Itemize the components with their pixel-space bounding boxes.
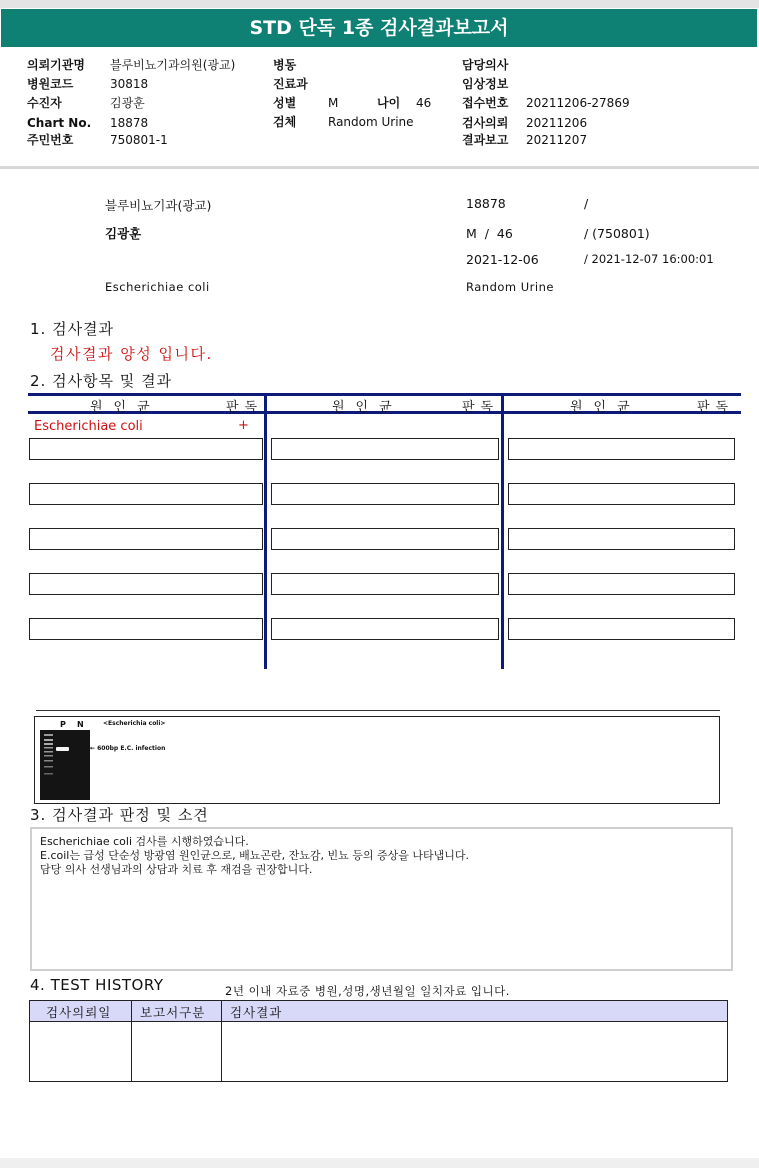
result-cell	[508, 438, 735, 460]
col-organism-header: 원인균	[570, 400, 641, 415]
chart-no-value: 18878	[110, 116, 149, 130]
specimen-value: Random Urine	[328, 115, 414, 129]
result-cell	[29, 618, 263, 640]
result-cell	[271, 438, 499, 460]
col-organism-header: 원인균	[90, 400, 161, 415]
result-positive-text: 검사결과 양성 입니다.	[50, 345, 213, 363]
history-col-result: 검사결과	[230, 1005, 283, 1020]
clinical-info-label: 임상정보	[462, 77, 509, 91]
info-sex-age: M / 46	[466, 226, 513, 241]
result-cell	[29, 483, 263, 505]
section-4-title: 4. TEST HISTORY	[30, 976, 164, 994]
grid-col-divider	[501, 393, 504, 669]
sex-label: 성별	[273, 96, 297, 110]
comment-box	[30, 827, 733, 971]
age-label: 나이	[377, 96, 401, 110]
comment-line: 담당 의사 선생님과의 상담과 치료 후 재검을 권장합니다.	[40, 863, 313, 876]
gel-image	[40, 730, 90, 800]
info-chart: 18878	[466, 196, 506, 211]
gel-band-label: ← 600bp E.C. infection	[90, 745, 166, 752]
history-note: 2년 이내 자료중 병원,성명,생년월일 일치자료 입니다.	[225, 984, 510, 998]
header-divider	[0, 166, 759, 169]
info-organism: Escherichiae coli	[105, 280, 210, 294]
history-col-divider	[131, 1001, 132, 1081]
hospital-code-label: 병원코드	[27, 77, 74, 91]
history-col-divider	[221, 1001, 222, 1081]
result-cell	[508, 483, 735, 505]
info-report-datetime: / 2021-12-07 16:00:01	[584, 252, 714, 266]
gel-image-panel	[34, 716, 720, 804]
result-cell	[508, 618, 735, 640]
history-table-header	[30, 1001, 727, 1022]
age-value: 46	[416, 96, 432, 110]
resident-no-value: 750801-1	[110, 133, 168, 147]
history-table	[29, 1000, 728, 1082]
section-3-title: 3. 검사결과 판정 및 소견	[30, 806, 209, 824]
receipt-no-value: 20211206-27869	[526, 96, 630, 110]
hospital-name-value: 블루비뇨기과의원(광교)	[110, 58, 236, 72]
request-date-value: 20211206	[526, 116, 588, 130]
info-slash: /	[584, 196, 589, 211]
specimen-label: 검체	[273, 115, 297, 129]
section-1-title: 1. 검사결과	[30, 320, 115, 338]
bottom-bar	[0, 1158, 759, 1168]
result-cell	[271, 573, 499, 595]
report-date-value: 20211207	[526, 133, 588, 147]
gel-lane-p-label: P	[60, 720, 66, 729]
result-cell	[29, 438, 263, 460]
history-col-report-type: 보고서구분	[140, 1005, 206, 1020]
comment-line: Escherichiae coli 검사를 시행하였습니다.	[40, 835, 249, 848]
info-patient: 김광훈	[105, 226, 142, 241]
chart-no-label: Chart No.	[27, 116, 92, 130]
col-judge-header: 판독	[697, 400, 735, 415]
section-2-title: 2. 검사항목 및 결과	[30, 372, 173, 390]
result-organism: Escherichiae coli	[34, 419, 143, 434]
result-cell	[508, 573, 735, 595]
hospital-code-value: 30818	[110, 77, 149, 91]
info-hospital: 블루비뇨기과(광교)	[105, 198, 212, 213]
patient-value: 김광훈	[110, 96, 145, 110]
patient-label: 수진자	[27, 96, 62, 110]
result-cell	[271, 483, 499, 505]
info-collect-date: 2021-12-06	[466, 252, 539, 267]
info-specimen: Random Urine	[466, 280, 554, 294]
top-bar	[0, 0, 759, 8]
result-cell	[29, 573, 263, 595]
history-col-request-date: 검사의뢰일	[46, 1005, 112, 1020]
gel-lane-n-label: N	[77, 720, 84, 729]
col-judge-header: 판독	[462, 400, 500, 415]
doctor-label: 담당의사	[462, 58, 509, 72]
comment-line: E.coil는 급성 단순성 방광염 원인균으로, 배뇨곤란, 잔뇨감, 빈뇨 등의 증상을 나타냅니다.	[40, 849, 469, 862]
department-label: 진료과	[273, 77, 308, 91]
ward-label: 병동	[273, 58, 297, 72]
result-cell	[271, 618, 499, 640]
report-title: STD 단독 1종 검사결과보고서	[1, 9, 757, 47]
hospital-name-label: 의뢰기관명	[27, 58, 85, 72]
sex-value: M	[328, 96, 339, 110]
col-judge-header: 판독	[226, 400, 264, 415]
info-birth: / (750801)	[584, 226, 650, 241]
receipt-no-label: 접수번호	[462, 96, 509, 110]
grid-col-divider	[264, 393, 267, 669]
report-date-label: 결과보고	[462, 133, 509, 147]
gel-caption: <Escherichia coli>	[103, 720, 166, 727]
panel-rule	[36, 710, 720, 711]
result-cell	[508, 528, 735, 550]
resident-no-label: 주민번호	[27, 133, 74, 147]
result-cell	[271, 528, 499, 550]
request-date-label: 검사의뢰	[462, 116, 509, 130]
result-cell	[29, 528, 263, 550]
result-judge: +	[238, 418, 249, 433]
col-organism-header: 원인균	[332, 400, 403, 415]
